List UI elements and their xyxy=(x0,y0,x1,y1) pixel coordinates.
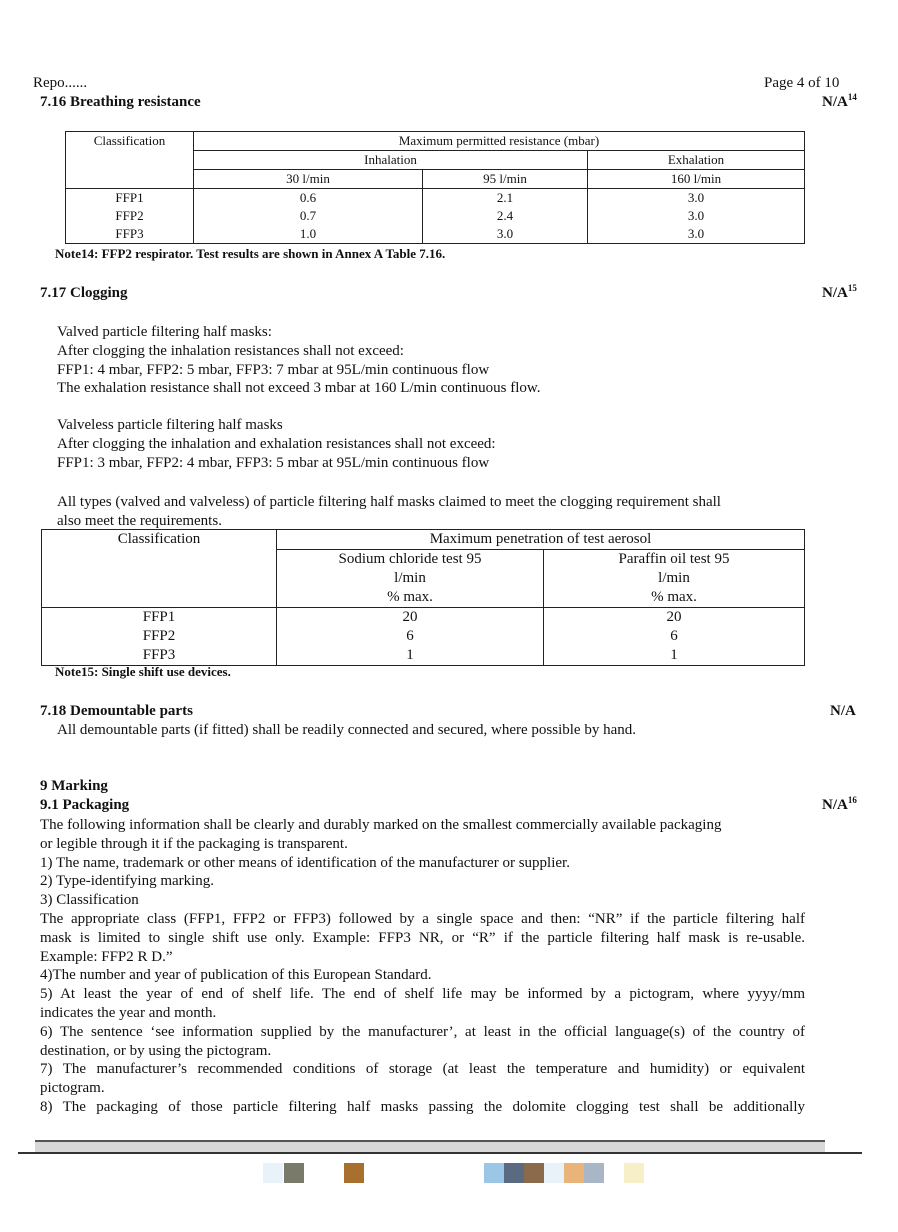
col-header-sodium-chloride: Sodium chloride test 95 l/min % max. xyxy=(277,550,544,608)
color-swatch xyxy=(544,1163,564,1183)
text-line: pictogram. xyxy=(40,1080,105,1097)
value-cell: 1 xyxy=(544,646,805,666)
text-line: FFP1: 4 mbar, FFP2: 5 mbar, FFP3: 7 mbar at 95L/min continuous flow xyxy=(57,361,490,378)
section-7-18-title: 7.18 Demountable parts xyxy=(40,703,193,719)
col-header-paraffin-oil: Paraffin oil test 95 l/min % max. xyxy=(544,550,805,608)
value-cell: 0.6 xyxy=(194,189,423,208)
section-9-1-status: $N/A^{16}$ xyxy=(822,795,857,813)
all-types-requirement xyxy=(57,493,721,531)
text-line: 1) The name, trademark or other means of identification of the manufacturer or supplier. xyxy=(40,854,570,871)
col-header-160: 160 l/min xyxy=(588,170,805,189)
text-line: or legible through it if the packaging is transparent. xyxy=(40,835,348,852)
color-swatch xyxy=(624,1163,644,1183)
breathing-resistance-table xyxy=(65,131,805,244)
report-number-label: Repo...... xyxy=(33,75,88,91)
color-swatch xyxy=(564,1163,584,1183)
col-header-inhalation: Inhalation xyxy=(194,151,588,170)
value-cell: 1.0 xyxy=(194,225,423,244)
text-line: also meet the requirements. xyxy=(57,512,222,529)
note-14: Note14: FFP2 respirator. Test results are shown in Annex A Table 7.16. xyxy=(55,246,446,261)
text-line: FFP1: 3 mbar, FFP2: 4 mbar, FFP3: 5 mbar at 95L/min continuous flow xyxy=(57,454,490,471)
text-line: The appropriate class (FFP1, FFP2 or FFP3) followed by a single space and then: “NR” if the particle filtering half xyxy=(40,910,805,927)
section-9-title: 9 Marking xyxy=(40,778,108,794)
valved-requirements xyxy=(57,323,540,398)
value-cell: 6 xyxy=(277,627,544,646)
color-swatch xyxy=(584,1163,604,1183)
value-cell: 0.7 xyxy=(194,207,423,225)
text-line: destination, or by using the pictogram. xyxy=(40,1042,272,1059)
section-9-1-title: 9.1 Packaging xyxy=(40,797,130,813)
text-line: 3) Classification xyxy=(40,892,139,909)
table-row xyxy=(42,608,805,628)
text-line: All types (valved and valveless) of particle filtering half masks claimed to meet the clogging requirement shall xyxy=(57,494,721,510)
value-cell: 2.1 xyxy=(423,189,588,208)
text-line: 7) The manufacturer’s recommended conditions of storage (at least the temperature and humidity) or equivalent xyxy=(40,1061,805,1078)
bottom-rule xyxy=(18,1152,862,1154)
text-line: 5) At least the year of end of shelf life. The end of shelf life may be informed by a pictogram, where yyyy/mm xyxy=(40,986,805,1003)
text-line: Example: FFP2 R D.” xyxy=(40,948,173,965)
text-line: The following information shall be clearly and durably marked on the smallest commercially available packaging xyxy=(40,817,722,833)
text-line: 6) The sentence ‘see information supplied by the manufacturer’, at least in the official language(s) of the country of xyxy=(40,1023,805,1040)
col-header-30: 30 l/min xyxy=(194,170,423,189)
color-swatch xyxy=(484,1163,504,1183)
section-7-18-status: N/A xyxy=(830,703,856,719)
table-row xyxy=(66,189,805,208)
text-line: indicates the year and month. xyxy=(40,1004,217,1021)
col-header-classification: Classification xyxy=(66,132,194,189)
text-line: The exhalation resistance shall not exceed 3 mbar at 160 L/min continuous flow. xyxy=(57,380,541,397)
col-header-classification: Classification xyxy=(42,530,277,608)
class-cell: FFP2 xyxy=(42,627,277,646)
class-cell: FFP1 xyxy=(66,189,194,208)
class-cell: FFP1 xyxy=(42,608,277,628)
section-7-17-title: 7.17 Clogging xyxy=(40,285,128,301)
table-row xyxy=(42,646,805,666)
section-7-16-status: $N/A^{14}$ xyxy=(822,92,857,110)
section-7-18-text: All demountable parts (if fitted) shall be readily connected and secured, where possible by hand. xyxy=(57,722,636,738)
table-row xyxy=(66,225,805,244)
scan-smear xyxy=(35,1140,825,1152)
col-header-exhalation: Exhalation xyxy=(588,151,805,170)
value-cell: 20 xyxy=(544,608,805,628)
col-header-95: 95 l/min xyxy=(423,170,588,189)
class-cell: FFP3 xyxy=(66,225,194,244)
page-number: Page 4 of 10 xyxy=(764,75,840,91)
text-line: After clogging the inhalation resistances shall not exceed: xyxy=(57,342,404,359)
value-cell: 6 xyxy=(544,627,805,646)
penetration-table xyxy=(41,529,805,666)
class-cell: FFP3 xyxy=(42,646,277,666)
color-swatch xyxy=(504,1163,524,1183)
color-swatch xyxy=(524,1163,544,1183)
text-line: Valved particle filtering half masks: xyxy=(57,324,272,340)
value-cell: 3.0 xyxy=(588,225,805,244)
class-cell: FFP2 xyxy=(66,207,194,225)
col-header-max-penetration: Maximum penetration of test aerosol xyxy=(277,530,805,550)
value-cell: 20 xyxy=(277,608,544,628)
color-swatch xyxy=(263,1163,283,1183)
packaging-requirements xyxy=(40,816,805,1117)
text-line: 4)The number and year of publication of this European Standard. xyxy=(40,967,432,984)
color-swatch xyxy=(284,1163,304,1183)
text-line: Valveless particle filtering half masks xyxy=(57,417,283,433)
value-cell: 3.0 xyxy=(423,225,588,244)
text-line: After clogging the inhalation and exhalation resistances shall not exceed: xyxy=(57,435,496,452)
value-cell: 3.0 xyxy=(588,189,805,208)
value-cell: 3.0 xyxy=(588,207,805,225)
col-header-max-resistance: Maximum permitted resistance (mbar) xyxy=(194,132,805,151)
text-line: 2) Type-identifying marking. xyxy=(40,873,215,890)
value-cell: 2.4 xyxy=(423,207,588,225)
value-cell: 1 xyxy=(277,646,544,666)
table-row xyxy=(42,627,805,646)
color-swatch xyxy=(344,1163,364,1183)
section-7-17-status: $N/A^{15}$ xyxy=(822,283,857,301)
table-row xyxy=(66,207,805,225)
note-15: Note15: Single shift use devices. xyxy=(55,664,231,679)
section-7-16-title: 7.16 Breathing resistance xyxy=(40,94,201,110)
text-line: 8) The packaging of those particle filtering half masks passing the dolomite clogging test shall be additionally xyxy=(40,1098,805,1115)
valveless-requirements xyxy=(57,416,496,472)
text-line: mask is limited to single shift use only. Example: FFP3 NR, or “R” if the particle filtering half mask is re-usable. xyxy=(40,929,805,946)
